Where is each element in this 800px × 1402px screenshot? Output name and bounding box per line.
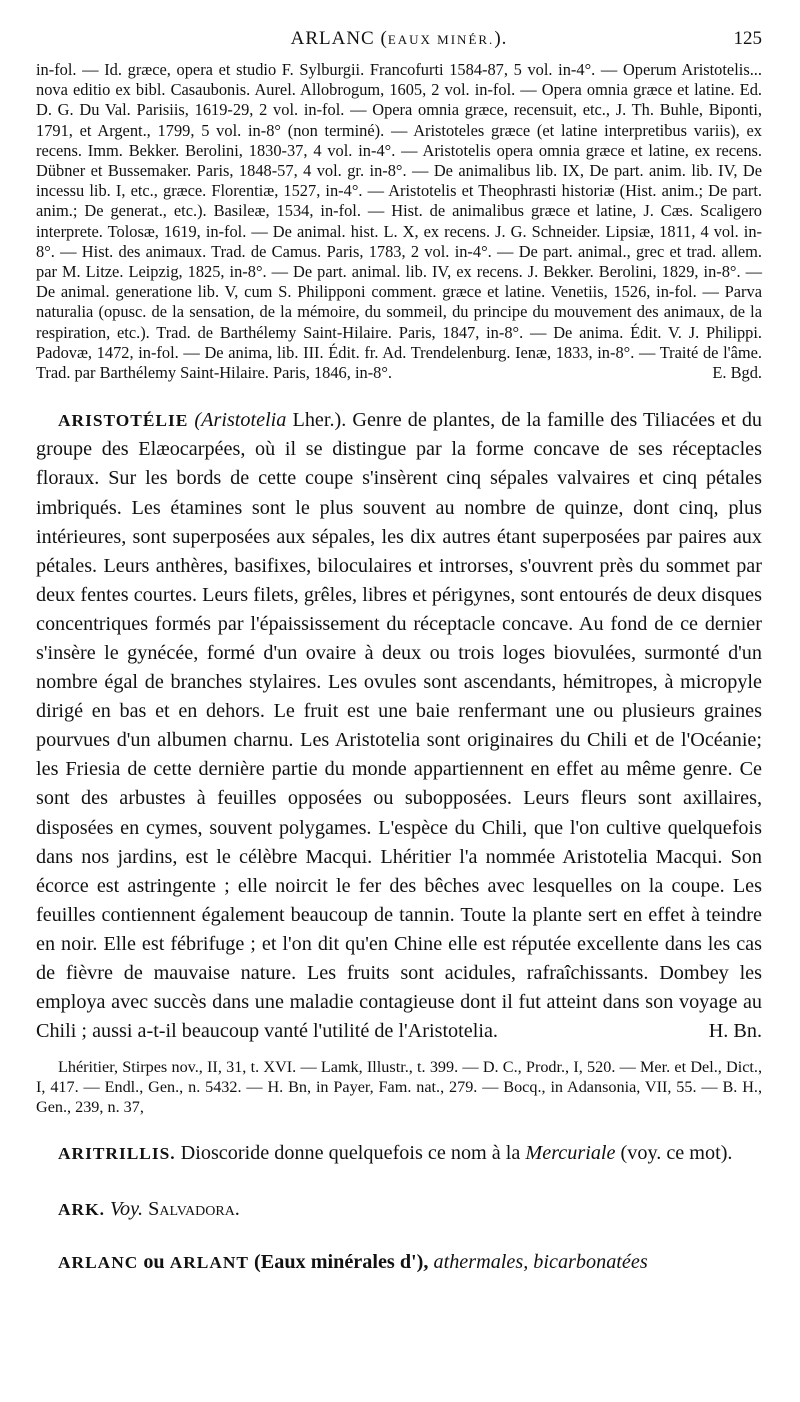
entry-headword: ARK. bbox=[58, 1200, 105, 1220]
entry-aritrillis bbox=[36, 1139, 762, 1168]
entry-author: Lher.). bbox=[292, 409, 347, 432]
entry-body: Dioscoride donne quelquefois ce nom à la bbox=[180, 1142, 521, 1165]
running-head-main: ARLANC ( bbox=[290, 28, 388, 49]
entry-headword: ARITRILLIS. bbox=[58, 1144, 176, 1164]
entry-latin-name: (Aristotelia bbox=[194, 409, 287, 432]
entry-arlanc bbox=[36, 1251, 762, 1274]
entry-aristotelie bbox=[36, 406, 762, 1046]
page-number: 125 bbox=[733, 28, 762, 49]
entry-body-end: (voy. ce mot). bbox=[620, 1142, 733, 1165]
cross-reference-link[interactable]: Mercuriale bbox=[525, 1142, 616, 1165]
entry-body: Genre de plantes, de la famille des Tiliacées et du groupe des Elæocarpées, où il se distingue par la forme concave de ses réceptacles floraux. Sur les bords de cette coupe s'insèrent cinq sépales valvaires et cinq pétales imbriqués. Les étamines sont le plus souvent au nombre de quinze, dont cinq, plus intérieures, sont superposées aux sépales, les dix autres étant superposées par paires aux pétales. Leurs anthères, basifixes, biloculaires et introrses, s'ouvrent près du sommet par deux fentes courtes. Leurs filets, grêles, libres et périgynes, sont entourés de deux disques concentriques formés par l'épaississement du réceptacle concave. Au fond de ce dernier s'insère le gynécée, formé d'un ovaire à deux ou trois loges biovulées, surmonté d'un nombre égal de branches stylaires. Les ovules sont ascendants, hémitropes, à micropyle dirigé en bas et en dehors. Le fruit est une baie renfermant une ou plusieurs graines pourvues d'un albumen charnu. Les Aristotelia sont originaires du Chili et de l'Océanie; les Friesia de cette dernière partie du monde appartiennent en effet au même genre. Ce sont des arbustes à feuilles opposées ou subopposées. Leurs fleurs sont axillaires, disposées en cymes, souvent polygames. L'espèce du Chili, que l'on cultive quelquefois dans nos jardins, est le célèbre Macqui. Lhéritier l'a nommée Aristotelia Macqui. Son écorce est astringente ; elle noircit le fer des bêches avec lesquelles on la coupe. Les feuilles contiennent également beaucoup de tannin. Toute la plante sert en effet à teindre en noir. Elle est fébrifuge ; et l'on dit qu'en Chine elle est réputée excellente dans les cas de fièvre de mauvaise nature. Les fruits sont acidules, rafraîchissants. Dombey les employa avec succès dans une maladie contagieuse dont il fut atteint dans son voyage au Chili ; aussi a-t-il beaucoup vanté l'utilité de l'Aristotelia. bbox=[36, 409, 763, 1043]
cross-reference-link[interactable]: Salvadora. bbox=[148, 1198, 240, 1221]
running-head-small: EAUX MINÉR. bbox=[387, 32, 495, 47]
entry-connector: ou bbox=[143, 1251, 165, 1274]
entry-qualifier: (Eaux minérales d'), bbox=[254, 1251, 429, 1274]
bibliography-signature: E. Bgd. bbox=[712, 363, 762, 383]
entry-description: athermales, bicarbonatées bbox=[433, 1251, 648, 1274]
entry-headword: ARLANC bbox=[58, 1253, 139, 1273]
entry-references: Lhéritier, Stirpes nov., II, 31, t. XVI. — Lamk, Illustr., t. 399. — D. C., Prodr., I, 520. — Mer. et Del., Dict., I, 417. — Endl., Gen., n. 5432. — H. Bn, in Payer, Fam. nat., 279. — Bocq., in Adansonia, VII, 55. — B. H., Gen., 239, n. 37, bbox=[36, 1058, 762, 1117]
running-head-close: ). bbox=[494, 28, 508, 49]
bibliography-block bbox=[36, 60, 762, 383]
entry-signature: H. Bn. bbox=[708, 1020, 762, 1043]
voy-label: Voy. bbox=[109, 1198, 144, 1221]
entry-headword-alt: ARLANT bbox=[169, 1253, 249, 1273]
entry-headword: ARISTOTÉLIE bbox=[58, 411, 189, 431]
running-head bbox=[36, 28, 762, 50]
bibliography-text: in-fol. — Id. græce, opera et studio F. Sylburgii. Francofurti 1584-87, 5 vol. in-4°. — Operum Aristotelis... nova editio ex bibl. Casaubonis. Aurel. Allobrogum, 1605, 2 vol. in-fol. — Opera omnia græce et latine. Ed. D. G. Du Val. Parisiis, 1619-29, 2 vol. in-fol. — Opera omnia græce, recensuit, etc., J. Th. Buhle, Biponti, 1791, et Argent., 1799, 5 vol. in-8° (non terminé). — Aristoteles græce (et latine interpretibus variis), ex recens. Imm. Bekker. Berolini, 1830-37, 4 vol. in-4°. — Aristotelis opera omnia græce et latine, ex recens. Dübner et Bussemaker. Paris, 1848-57, 4 vol. gr. in-8°. — De animalibus lib. IX, De part. anim. lib. IV, De incessu lib. I, etc., græce. Florentiæ, 1527, in-4°. — Aristotelis et Theophrasti historiæ (Hist. anim.; De part. anim.; De generat., etc.). Basileæ, 1534, in-fol. — Hist. de animalibus græce et latine, J. Cæs. Scaligero interprete. Tolosæ, 1619, in-fol. — De animal. hist. L. X, ex recens. J. G. Schneider. Lipsiæ, 1811, 4 vol. in-8°. — Hist. des animaux. Trad. de Camus. Paris, 1783, 2 vol. in-4°. — De part. animal., grec et trad. allem. par M. Litze. Leipzig, 1825, in-8°. — De part. animal. lib. IV, ex recens. J. Bekker. Berolini, 1829, in-8°. — De animal. generatione lib. V, cum S. Philipponi comment. græce et latine. Venetiis, 1526, in-fol. — Parva naturalia (opusc. de la sensation, de la mémoire, du sommeil, du principe du mouvement des animaux, de la respiration, etc.). Trad. de Barthélemy Saint-Hilaire. Paris, 1847, in-8°. — De anima. Édit. V. J. Philippi. Padovæ, 1472, in-fol. — De anima, lib. III. Édit. fr. Ad. Trendelenburg. Ienæ, 1833, in-8°. — Traité de l'âme. Trad. par Barthélemy Saint-Hilaire. Paris, 1846, in-8°. bbox=[36, 60, 762, 383]
entry-ark bbox=[36, 1198, 762, 1221]
page-header bbox=[36, 28, 762, 60]
